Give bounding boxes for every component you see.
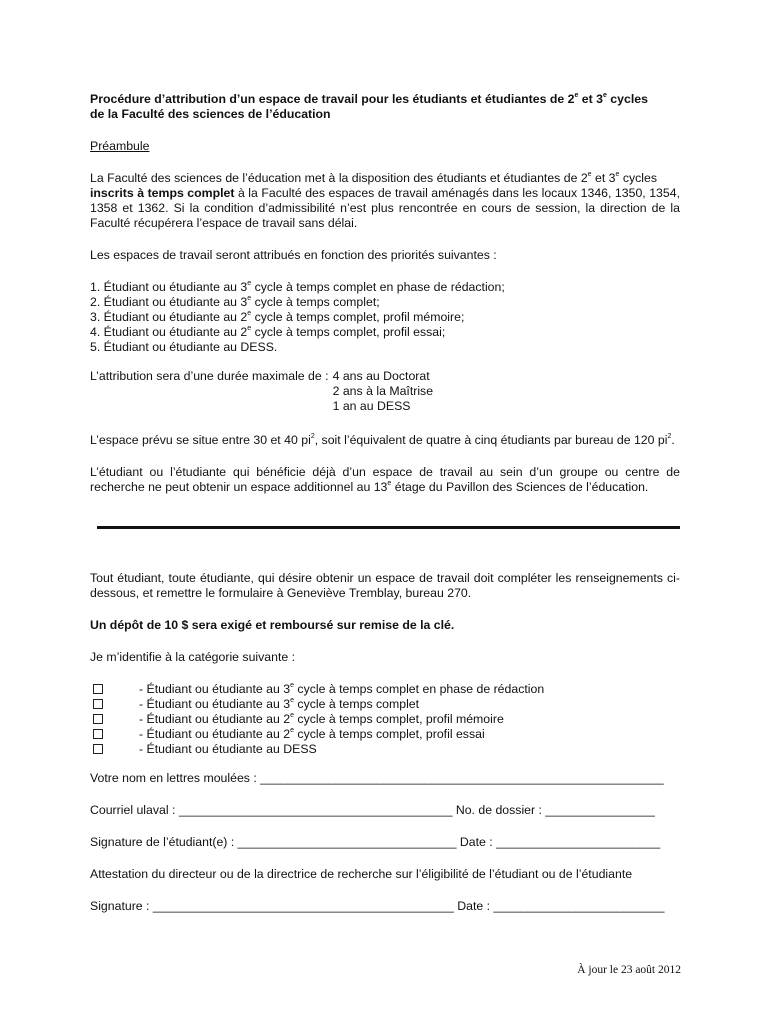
- duration-label: L’attribution sera d’une durée maximale de :: [90, 369, 329, 383]
- superscript: e: [615, 170, 620, 178]
- superscript: e: [290, 681, 294, 689]
- text: 5. Étudiant ou étudiante au DESS.: [90, 340, 278, 354]
- duration-item: 2 ans à la Maîtrise: [332, 384, 434, 398]
- text: étage du Pavillon des Sciences de l’éducation.: [391, 480, 649, 494]
- text: cycles: [619, 171, 658, 185]
- category-option: [90, 727, 680, 742]
- text: - Étudiant ou étudiante au 2: [139, 727, 291, 741]
- space-paragraph: [90, 433, 680, 448]
- category-option: [90, 712, 680, 727]
- text: , soit l’équivalent de quatre à cinq étudiants par bureau de 120 pi: [314, 433, 668, 447]
- checkbox[interactable]: [93, 714, 103, 724]
- text: cycle à temps complet, profil essai: [294, 727, 485, 741]
- option-label: [139, 682, 544, 697]
- superscript: e: [247, 324, 252, 332]
- option-label: [139, 742, 317, 757]
- option-label: [139, 697, 419, 712]
- duration-block: [90, 369, 680, 414]
- superscript: e: [290, 696, 294, 704]
- checkbox[interactable]: [93, 744, 103, 754]
- document-form: [90, 571, 680, 914]
- text: cycle à temps complet en phase de rédaction;: [251, 280, 505, 294]
- preamble-heading: Préambule: [90, 139, 150, 153]
- group-paragraph: [90, 465, 680, 495]
- student-signature-field[interactable]: Signature de l’étudiant(e) : ________________________________ Date : ________________________: [90, 835, 661, 849]
- duration-values: [329, 369, 433, 414]
- text: 3. Étudiant ou étudiante au 2: [90, 310, 248, 324]
- text: - Étudiant ou étudiante au 3: [139, 697, 291, 711]
- superscript: 2: [667, 432, 672, 440]
- section-divider: [97, 526, 680, 529]
- duration-item: 1 an au DESS: [332, 399, 411, 413]
- option-label: [139, 727, 485, 742]
- text: et 3: [591, 171, 616, 185]
- priorities-intro: Les espaces de travail seront attribués en fonction des priorités suivantes :: [90, 248, 497, 262]
- priorities-list: [90, 280, 680, 355]
- superscript: e: [290, 711, 294, 719]
- superscript: e: [290, 726, 294, 734]
- text: .: [671, 433, 675, 447]
- category-option: [90, 742, 680, 757]
- text: cycle à temps complet, profil mémoire: [294, 712, 504, 726]
- category-checklist: [90, 682, 680, 757]
- document-title: [90, 92, 680, 122]
- superscript: e: [602, 91, 607, 99]
- document-upper: [90, 92, 680, 495]
- text: cycle à temps complet en phase de rédaction: [294, 682, 545, 696]
- text: - Étudiant ou étudiante au 2: [139, 712, 291, 726]
- list-item: [90, 340, 680, 355]
- superscript: e: [387, 479, 392, 487]
- email-field[interactable]: Courriel ulaval : ________________________________________ No. de dossier : ________________: [90, 803, 655, 817]
- category-option: [90, 682, 680, 697]
- text: cycle à temps complet, profil mémoire;: [251, 310, 465, 324]
- text: La Faculté des sciences de l’éducation met à la disposition des étudiants et étudiantes de 2: [90, 171, 588, 185]
- option-label: [139, 712, 504, 727]
- list-item: [90, 325, 680, 340]
- preamble-paragraph: [90, 171, 680, 231]
- text: - Étudiant ou étudiante au 3: [139, 682, 291, 696]
- text: cycle à temps complet: [294, 697, 420, 711]
- form-intro: Tout étudiant, toute étudiante, qui désire obtenir un espace de travail doit compléter les renseignements ci-dessous, et remettre le formulaire à Geneviève Tremblay, bureau 270.: [90, 571, 680, 600]
- list-item: [90, 280, 680, 295]
- title-text: cycles: [606, 92, 648, 106]
- text: 1. Étudiant ou étudiante au 3: [90, 280, 248, 294]
- update-date: À jour le 23 août 2012: [577, 964, 681, 976]
- title-text: et 3: [578, 92, 603, 106]
- superscript: e: [587, 170, 592, 178]
- superscript: e: [574, 91, 579, 99]
- checkbox[interactable]: [93, 729, 103, 739]
- list-item: [90, 310, 680, 325]
- superscript: e: [247, 294, 252, 302]
- text: L’étudiant ou l’étudiante qui bénéficie déjà d’un espace de travail au sein d’un groupe ou centre de recherche ne peut obtenir un espace additionnel au 13: [90, 465, 680, 494]
- superscript: e: [247, 279, 252, 287]
- checkbox[interactable]: [93, 699, 103, 709]
- title-text: Procédure d’attribution d’un espace de travail pour les étudiants et étudiantes de 2: [90, 92, 575, 106]
- superscript: 2: [310, 432, 315, 440]
- duration-item: 4 ans au Doctorat: [332, 369, 430, 383]
- text: à la Faculté des espaces de travail aménagés dans les locaux 1346, 1350, 1354, 1358 et 1362. Si la condition d’admissibilité n’est plus rencontrée en cours de session, la direction de la Faculté récupérera l’espace de travail sans délai.: [90, 186, 680, 230]
- director-signature-field[interactable]: Signature : ____________________________________________ Date : _________________________: [90, 899, 665, 913]
- attestation-label: Attestation du directeur ou de la directrice de recherche sur l’éligibilité de l’étudiant ou de l’étudiante: [90, 867, 633, 881]
- name-field[interactable]: Votre nom en lettres moulées : ___________________________________________________________: [90, 771, 664, 785]
- deposit-notice: Un dépôt de 10 $ sera exigé et remboursé sur remise de la clé.: [90, 618, 455, 632]
- text: L’espace prévu se situe entre 30 et 40 pi: [90, 433, 311, 447]
- text: - Étudiant ou étudiante au DESS: [139, 742, 317, 756]
- text: cycle à temps complet;: [251, 295, 380, 309]
- text: 2. Étudiant ou étudiante au 3: [90, 295, 248, 309]
- title-text: de la Faculté des sciences de l’éducation: [90, 107, 331, 121]
- checkbox[interactable]: [93, 684, 103, 694]
- category-option: [90, 697, 680, 712]
- superscript: e: [247, 309, 252, 317]
- text: cycle à temps complet, profil essai;: [251, 325, 446, 339]
- identify-label: Je m’identifie à la catégorie suivante :: [90, 650, 296, 664]
- text: 4. Étudiant ou étudiante au 2: [90, 325, 248, 339]
- list-item: [90, 295, 680, 310]
- bold-text: inscrits à temps complet: [90, 186, 235, 200]
